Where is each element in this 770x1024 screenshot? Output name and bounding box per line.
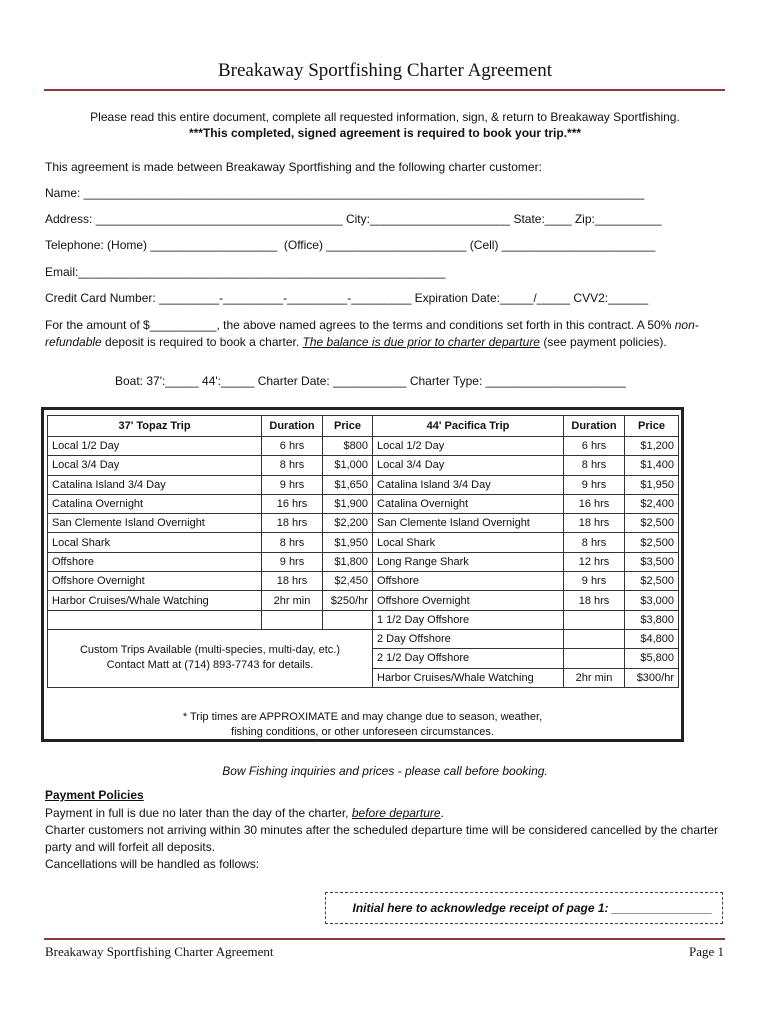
table-row	[48, 533, 679, 552]
topaz-duration: 9 hrs	[262, 475, 323, 494]
pacifica-trip: Local Shark	[373, 533, 564, 552]
table-row	[48, 437, 679, 456]
payment-policy-2: Charter customers not arriving within 30 minutes after the scheduled departure time will be considered cancelled by the charter party and will forfeit all deposits.	[45, 823, 719, 854]
table-row	[48, 591, 679, 610]
topaz-duration: 6 hrs	[262, 437, 323, 456]
pacifica-trip: Offshore	[373, 572, 564, 591]
topaz-price: $1,900	[323, 494, 373, 513]
bow-fishing-note: Bow Fishing inquiries and prices - please call before booking.	[222, 764, 548, 778]
pacifica-price: $1,400	[625, 456, 679, 475]
pacifica-duration: 6 hrs	[564, 437, 625, 456]
table-row	[48, 475, 679, 494]
pacifica-trip: Long Range Shark	[373, 552, 564, 571]
pacifica-trip: Local 3/4 Day	[373, 456, 564, 475]
address-field[interactable]: Address: _____________________________________ City:_____________________ State:____ Zip:__________	[45, 212, 662, 226]
pacifica-price: $5,800	[625, 649, 679, 668]
amount-text-1: For the amount of $__________, the above named agrees to the terms and conditions set forth in this contract. A 50%	[45, 318, 675, 332]
trip-times-note-line2: fishing conditions, or other unforeseen circumstances.	[231, 726, 494, 738]
topaz-trip: Harbor Cruises/Whale Watching	[48, 591, 262, 610]
topaz-price: $1,800	[323, 552, 373, 571]
pacifica-price: $3,000	[625, 591, 679, 610]
pacifica-price: $1,200	[625, 437, 679, 456]
table-row	[48, 572, 679, 591]
topaz-trip-empty	[48, 610, 262, 629]
table-row	[48, 456, 679, 475]
topaz-duration: 8 hrs	[262, 533, 323, 552]
topaz-price: $2,200	[323, 514, 373, 533]
credit-card-field[interactable]: Credit Card Number: _________-_________-_________-_________ Expiration Date:_____/_____ CVV2:______	[45, 291, 649, 305]
pacifica-trip: 2 1/2 Day Offshore	[373, 649, 564, 668]
intro-requirement: ***This completed, signed agreement is required to book your trip.***	[188, 126, 582, 140]
custom-trips-cell	[48, 629, 373, 687]
topaz-trip: Offshore Overnight	[48, 572, 262, 591]
pacifica-trip: 1 1/2 Day Offshore	[373, 610, 564, 629]
topaz-trip: San Clemente Island Overnight	[48, 514, 262, 533]
email-field[interactable]: Email:_______________________________________________________	[45, 265, 446, 279]
payment-policy-3: Cancellations will be handled as follows:	[45, 857, 260, 871]
pacifica-trip: San Clemente Island Overnight	[373, 514, 564, 533]
amount-text-3: (see payment policies).	[539, 335, 667, 349]
table-row	[48, 552, 679, 571]
document-title: Breakaway Sportfishing Charter Agreement	[218, 60, 552, 81]
pacifica-price: $2,500	[625, 572, 679, 591]
pacifica-duration: 18 hrs	[564, 514, 625, 533]
header-pacifica-price: Price	[625, 416, 679, 437]
table-row	[48, 494, 679, 513]
topaz-price: $1,950	[323, 533, 373, 552]
payment-policy-1-text: Payment in full is due no later than the day of the charter,	[45, 806, 352, 820]
header-topaz-trip: 37' Topaz Trip	[48, 416, 262, 437]
table-row	[48, 514, 679, 533]
topaz-duration: 18 hrs	[262, 514, 323, 533]
payment-policy-1-end: .	[440, 806, 444, 820]
table-row	[48, 629, 679, 648]
topaz-trip: Offshore	[48, 552, 262, 571]
custom-trips-contact: Contact Matt at (714) 893-7743 for details.	[106, 659, 314, 672]
pacifica-price: $3,500	[625, 552, 679, 571]
header-topaz-duration: Duration	[262, 416, 323, 437]
topaz-duration: 16 hrs	[262, 494, 323, 513]
pacifica-duration: 9 hrs	[564, 475, 625, 494]
pacifica-duration: 8 hrs	[564, 456, 625, 475]
pacifica-trip: Catalina Island 3/4 Day	[373, 475, 564, 494]
pacifica-price: $4,800	[625, 629, 679, 648]
pacifica-duration: 12 hrs	[564, 552, 625, 571]
custom-trips-text: Custom Trips Available (multi-species, multi-day, etc.)	[79, 644, 340, 657]
footer-divider	[44, 938, 725, 940]
topaz-trip: Catalina Island 3/4 Day	[48, 475, 262, 494]
payment-policy-1	[45, 805, 735, 822]
pacifica-duration: 18 hrs	[564, 591, 625, 610]
topaz-duration: 2hr min	[262, 591, 323, 610]
pacifica-trip: Catalina Overnight	[373, 494, 564, 513]
rates-table	[47, 415, 679, 688]
pacifica-price: $2,400	[625, 494, 679, 513]
amount-balance-note: The balance is due prior to charter departure	[302, 335, 540, 349]
topaz-trip: Local Shark	[48, 533, 262, 552]
before-departure-emphasis: before departure	[351, 806, 441, 820]
pacifica-duration	[564, 610, 625, 629]
pacifica-duration: 16 hrs	[564, 494, 625, 513]
pacifica-trip: Local 1/2 Day	[373, 437, 564, 456]
pacifica-price: $2,500	[625, 533, 679, 552]
trip-times-note-line1: * Trip times are APPROXIMATE and may change due to season, weather,	[182, 711, 543, 723]
intro-instructions: Please read this entire document, complete all requested information, sign, & return to Breakaway Sportfishing.	[90, 110, 680, 124]
trip-times-note	[47, 710, 678, 740]
name-field[interactable]: Name: ____________________________________________________________________________________	[45, 186, 645, 200]
topaz-trip: Local 3/4 Day	[48, 456, 262, 475]
topaz-trip: Local 1/2 Day	[48, 437, 262, 456]
topaz-price: $800	[323, 437, 373, 456]
pacifica-duration: 8 hrs	[564, 533, 625, 552]
topaz-price: $1,000	[323, 456, 373, 475]
initial-acknowledgement-text: Initial here to acknowledge receipt of page 1: _______________	[352, 901, 712, 915]
pacifica-price: $3,800	[625, 610, 679, 629]
agreement-statement: This agreement is made between Breakaway Sportfishing and the following charter customer:	[45, 160, 542, 174]
amount-text-2: deposit is required to book a charter.	[101, 335, 303, 349]
pacifica-duration: 9 hrs	[564, 572, 625, 591]
header-pacifica-duration: Duration	[564, 416, 625, 437]
topaz-price: $1,650	[323, 475, 373, 494]
rates-header-row	[48, 416, 679, 437]
topaz-duration-empty	[262, 610, 323, 629]
rates-table-frame	[41, 407, 684, 742]
pacifica-price: $2,500	[625, 514, 679, 533]
amount-nonrefundable: non-refundable	[45, 318, 699, 349]
pacifica-duration	[564, 649, 625, 668]
header-topaz-price: Price	[323, 416, 373, 437]
table-row	[48, 610, 679, 629]
pacifica-duration	[564, 629, 625, 648]
pacifica-trip: Offshore Overnight	[373, 591, 564, 610]
telephone-field[interactable]: Telephone: (Home) ___________________ (Office) _____________________ (Cell) _______________________	[45, 238, 656, 252]
pacifica-trip: Harbor Cruises/Whale Watching	[373, 668, 564, 687]
pacifica-price: $300/hr	[625, 668, 679, 687]
topaz-price: $2,450	[323, 572, 373, 591]
topaz-duration: 18 hrs	[262, 572, 323, 591]
pacifica-price: $1,950	[625, 475, 679, 494]
pacifica-duration: 2hr min	[564, 668, 625, 687]
payment-policies-heading: Payment Policies	[45, 788, 144, 802]
pacifica-trip: 2 Day Offshore	[373, 629, 564, 648]
topaz-duration: 8 hrs	[262, 456, 323, 475]
topaz-duration: 9 hrs	[262, 552, 323, 571]
intro-block	[0, 109, 770, 141]
footer-title: Breakaway Sportfishing Charter Agreement	[45, 944, 274, 959]
boat-charter-field[interactable]: Boat: 37':_____ 44':_____ Charter Date: ___________ Charter Type: _____________________	[115, 374, 626, 388]
topaz-price-empty	[323, 610, 373, 629]
initial-acknowledgement-box[interactable]	[325, 892, 723, 924]
amount-paragraph[interactable]	[45, 317, 725, 351]
page-number: Page 1	[688, 944, 724, 959]
topaz-trip: Catalina Overnight	[48, 494, 262, 513]
title-divider	[44, 89, 725, 91]
topaz-price: $250/hr	[323, 591, 373, 610]
header-pacifica-trip: 44' Pacifica Trip	[373, 416, 564, 437]
